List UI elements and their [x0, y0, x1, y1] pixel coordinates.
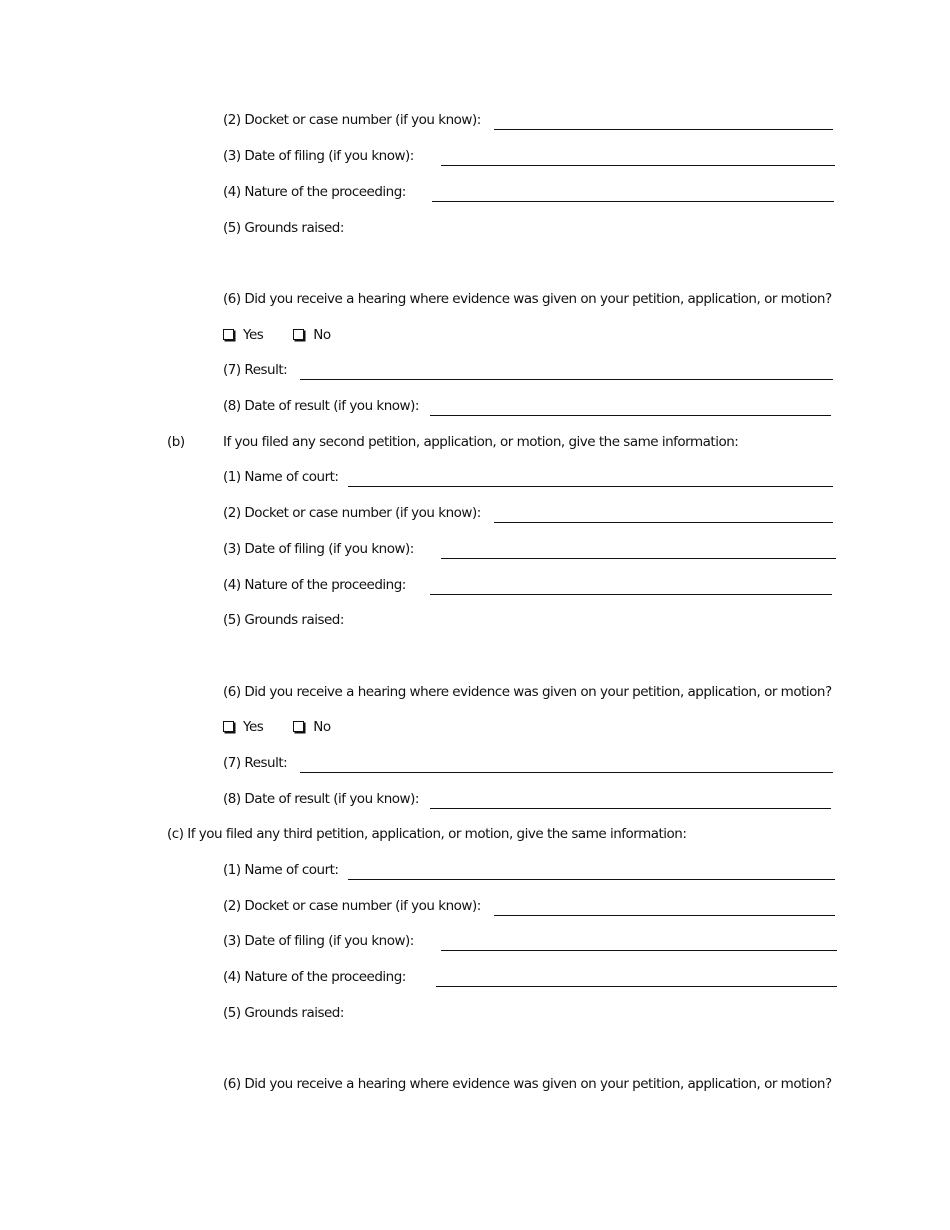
a-no-checkbox[interactable] — [293, 329, 304, 340]
b-hearing-options — [223, 718, 361, 736]
b-date-filing-field[interactable] — [441, 546, 836, 559]
a-docket-field[interactable] — [494, 117, 833, 130]
b-court-label: (1) Name of court: — [223, 469, 339, 485]
a-nature-field[interactable] — [432, 189, 834, 202]
c-grounds-label: (5) Grounds raised: — [223, 1005, 344, 1021]
b-yes-checkbox[interactable] — [223, 721, 234, 732]
a-grounds-label: (5) Grounds raised: — [223, 220, 344, 236]
b-intro: If you filed any second petition, application, or motion, give the same information: — [223, 434, 739, 450]
c-date-filing-label: (3) Date of filing (if you know): — [223, 933, 414, 949]
a-no-option[interactable] — [293, 326, 330, 344]
b-no-checkbox[interactable] — [293, 721, 304, 732]
b-yes-label: Yes — [243, 719, 264, 735]
c-hearing-question: (6) Did you receive a hearing where evidence was given on your petition, application, or motion? — [223, 1076, 832, 1092]
b-nature-field[interactable] — [430, 582, 832, 595]
a-result-field[interactable] — [300, 367, 833, 380]
b-date-result-field[interactable] — [430, 796, 831, 809]
b-result-label: (7) Result: — [223, 755, 288, 771]
a-hearing-options — [223, 326, 361, 344]
a-hearing-question: (6) Did you receive a hearing where evidence was given on your petition, application, or motion? — [223, 291, 832, 307]
b-grounds-label: (5) Grounds raised: — [223, 612, 344, 628]
b-docket-field[interactable] — [494, 510, 833, 523]
a-date-result-label: (8) Date of result (if you know): — [223, 398, 419, 414]
b-nature-label: (4) Nature of the proceeding: — [223, 577, 406, 593]
b-court-field[interactable] — [348, 474, 833, 487]
b-yes-option[interactable] — [223, 718, 263, 736]
a-docket-label: (2) Docket or case number (if you know): — [223, 112, 481, 128]
c-date-filing-field[interactable] — [441, 938, 837, 951]
c-court-label: (1) Name of court: — [223, 862, 339, 878]
c-court-field[interactable] — [348, 867, 835, 880]
b-no-label: No — [313, 719, 331, 735]
b-result-field[interactable] — [300, 760, 833, 773]
b-docket-label: (2) Docket or case number (if you know): — [223, 505, 481, 521]
b-date-result-label: (8) Date of result (if you know): — [223, 791, 419, 807]
c-docket-label: (2) Docket or case number (if you know): — [223, 898, 481, 914]
c-docket-field[interactable] — [494, 903, 835, 916]
b-date-filing-label: (3) Date of filing (if you know): — [223, 541, 414, 557]
b-hearing-question: (6) Did you receive a hearing where evidence was given on your petition, application, or motion? — [223, 684, 832, 700]
b-marker: (b) — [167, 434, 185, 450]
a-yes-checkbox[interactable] — [223, 329, 234, 340]
a-result-label: (7) Result: — [223, 362, 288, 378]
a-nature-label: (4) Nature of the proceeding: — [223, 184, 406, 200]
c-nature-label: (4) Nature of the proceeding: — [223, 969, 406, 985]
b-no-option[interactable] — [293, 718, 330, 736]
c-intro: (c) If you filed any third petition, application, or motion, give the same information: — [167, 826, 687, 842]
a-yes-label: Yes — [243, 327, 264, 343]
a-yes-option[interactable] — [223, 326, 263, 344]
a-no-label: No — [313, 327, 331, 343]
a-date-filing-field[interactable] — [441, 153, 835, 166]
c-nature-field[interactable] — [436, 974, 837, 987]
a-date-filing-label: (3) Date of filing (if you know): — [223, 148, 414, 164]
a-date-result-field[interactable] — [430, 403, 831, 416]
